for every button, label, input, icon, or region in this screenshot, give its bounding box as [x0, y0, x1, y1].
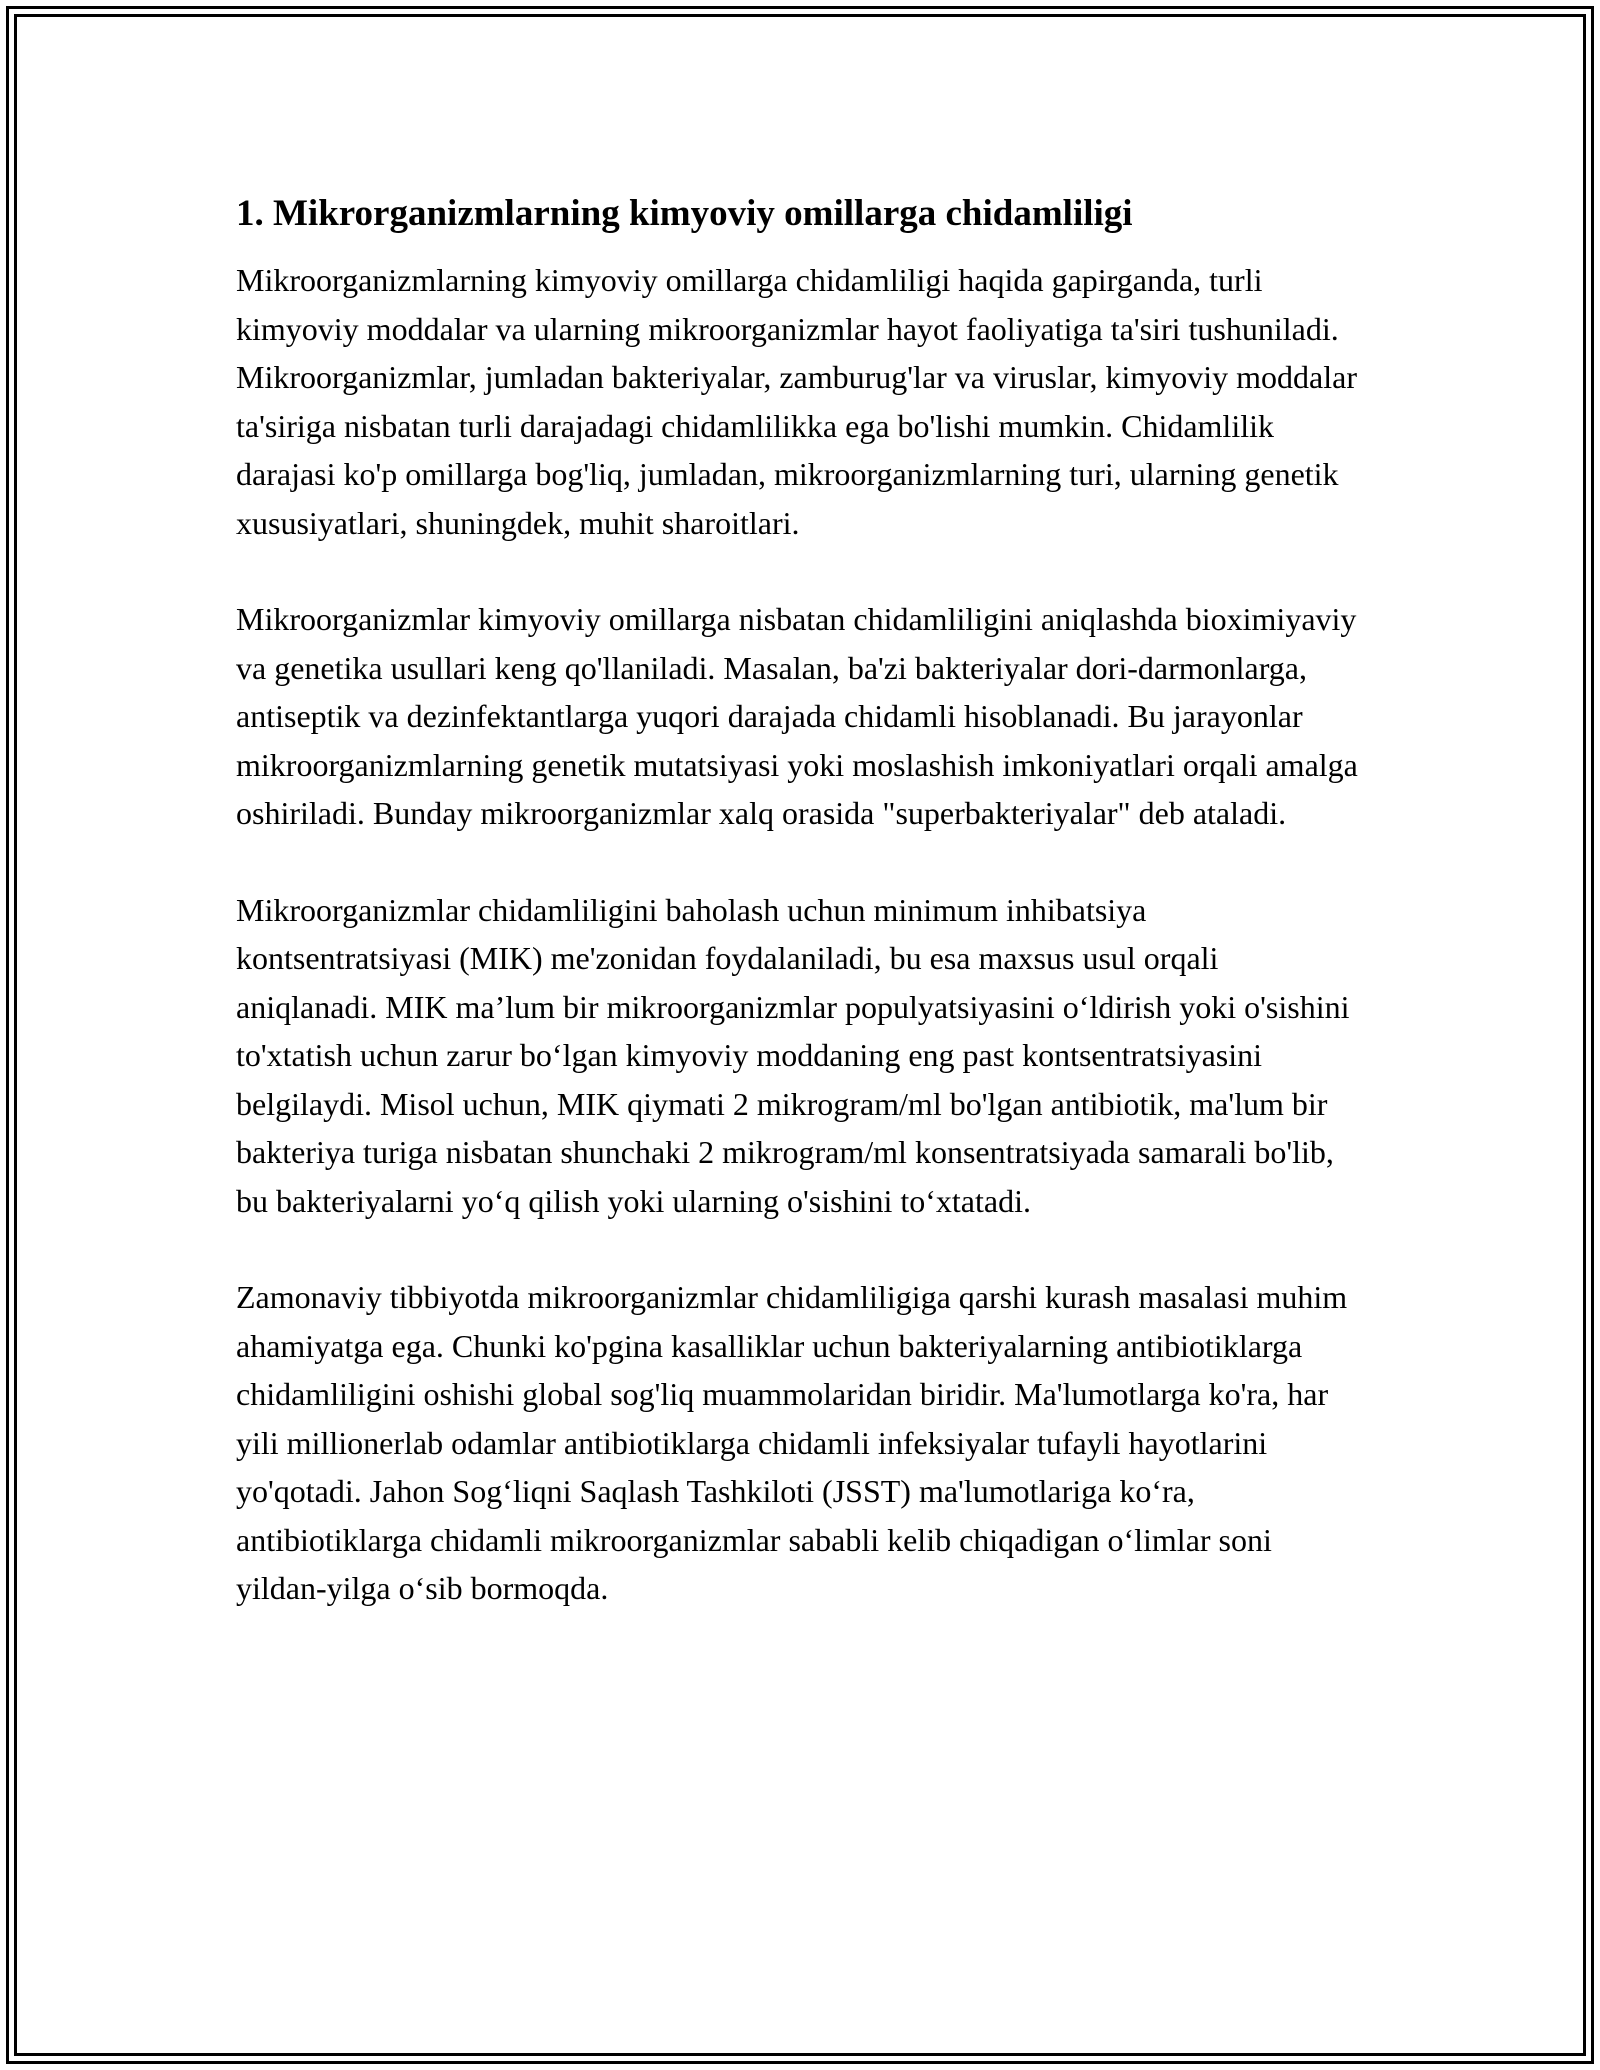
section-heading: 1. Mikrorganizmlarning kimyoviy omillarga chidamliligi	[236, 193, 1133, 234]
paragraph-2: Mikroorganizmlar kimyoviy omillarga nisbatan chidamliligini aniqlashda bioximiyaviy va genetika usullari keng qo'llaniladi. Masalan, ba'zi bakteriyalar dori-darmonlarga, antiseptik va dezinfektantlarga yuqori darajada chidamli hisoblanadi. Bu jarayonlar mikroorganizmlarning genetik mutatsiyasi yoki moslashish imkoniyatlari orqali amalga oshiriladi. Bunday mikroorganizmlar xalq orasida "superbakteriyalar" deb ataladi.	[236, 601, 1358, 831]
paragraph-1: Mikroorganizmlarning kimyoviy omillarga chidamliligi haqida gapirganda, turli kimyoviy moddalar va ularning mikroorganizmlar hayot faoliyatiga ta'siri tushuniladi. Mikroorganizmlar, jumladan bakteriyalar, zamburug'lar va viruslar, kimyoviy moddalar ta'siriga nisbatan turli darajadagi chidamlilikka ega bo'lishi mumkin. Chidamlilik darajasi ko'p omillarga bog'liq, jumladan, mikroorganizmlarning turi, ularning genetik xususiyatlari, shuningdek, muhit sharoitlari.	[236, 262, 1357, 541]
paragraph-3: Mikroorganizmlar chidamliligini baholash uchun minimum inhibatsiya kontsentratsiyasi (MIK) me'zonidan foydalaniladi, bu esa maxsus usul orqali aniqlanadi. MIK ma’lum bir mikroorganizmlar populyatsiyasini o‘ldirish yoki o'sishini to'xtatish uchun zarur bo‘lgan kimyoviy moddaning eng past kontsentratsiyasini belgilaydi. Misol uchun, MIK qiymati 2 mikrogram/ml bo'lgan antibiotik, ma'lum bir bakteriya turiga nisbatan shunchaki 2 mikrogram/ml konsentratsiyada samarali bo'lib, bu bakteriyalarni yo‘q qilish yoki ularning o'sishini to‘xtatadi.	[236, 891, 1350, 1219]
document-body	[236, 188, 1366, 1661]
paragraph-4: Zamonaviy tibbiyotda mikroorganizmlar chidamliligiga qarshi kurash masalasi muhim ahamiyatga ega. Chunki ko'pgina kasalliklar uchun bakteriyalarning antibiotiklarga chidamliligini oshishi global sog'liq muammolaridan biridir. Ma'lumotlarga ko'ra, har yili millionerlab odamlar antibiotiklarga chidamli infeksiyalar tufayli hayotlarini yo'qotadi. Jahon Sog‘liqni Saqlash Tashkiloti (JSST) ma'lumotlariga ko‘ra, antibiotiklarga chidamli mikroorganizmlar sababli kelib chiqadigan o‘limlar soni yildan-yilga o‘sib bormoqda.	[236, 1279, 1348, 1606]
